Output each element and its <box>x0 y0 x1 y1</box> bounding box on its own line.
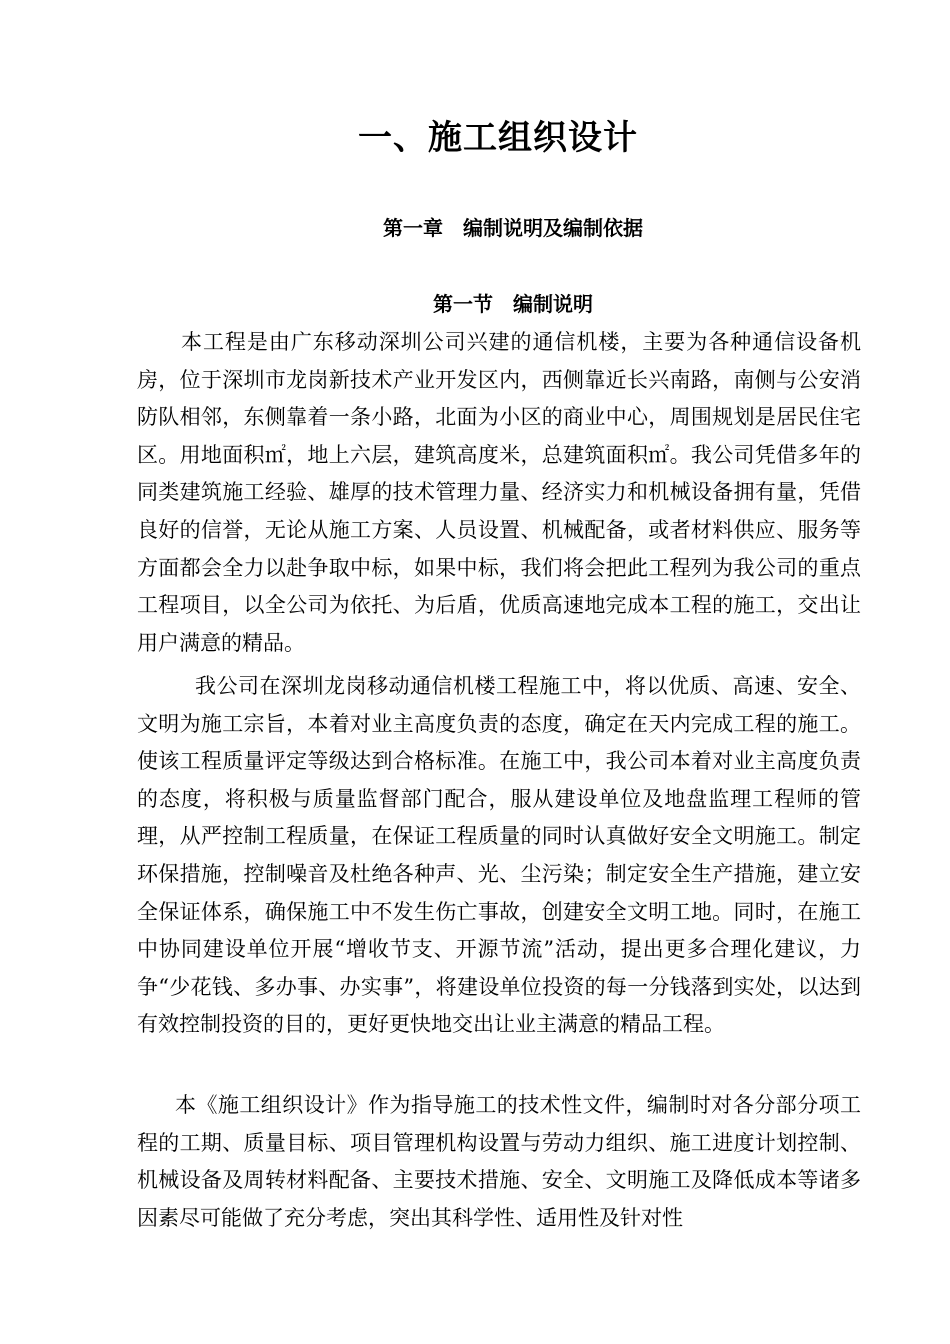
body-paragraph: 本《施工组织设计》作为指导施工的技术性文件，编制时对各分部分项工程的工期、质量目标、项目管理机构设置与劳动力组织、施工进度计划控制、机械设备及周转材料配备、主要技术措施、安全、文明施工及降低成本等诸多因素尽可能做了充分考虑，突出其科学性、适用性及针对性 <box>137 1093 861 1230</box>
chapter-heading: 第一章 编制说明及编制依据 <box>383 216 643 240</box>
body-paragraph: 本工程是由广东移动深圳公司兴建的通信机楼，主要为各种通信设备机房，位于深圳市龙岗新技术产业开发区内，西侧靠近长兴南路，南侧与公安消防队相邻，东侧靠着一条小路，北面为小区的商业中心，周围规划是居民住宅区。用地面积㎡，地上六层，建筑高度米，总建筑面积㎡。我公司凭借多年的同类建筑施工经验、雄厚的技术管理力量、经济实力和机械设备拥有量，凭借良好的信誉，无论从施工方案、人员设置、机械配备，或者材料供应、服务等方面都会全力以赴争取中标，如果中标，我们将会把此工程列为我公司的重点工程项目，以全公司为依托、为后盾，优质高速地完成本工程的施工，交出让用户满意的精品。 <box>137 330 861 655</box>
body-paragraph: 我公司在深圳龙岗移动通信机楼工程施工中，将以优质、高速、安全、文明为施工宗旨，本着对业主高度负责的态度，确定在天内完成工程的施工。使该工程质量评定等级达到合格标准。在施工中，我公司本着对业主高度负责的态度，将积极与质量监督部门配合，服从建设单位及地盘监理工程师的管理，从严控制工程质量，在保证工程质量的同时认真做好安全文明施工。制定环保措施，控制噪音及杜绝各种声、光、尘污染；制定安全生产措施，建立安全保证体系，确保施工中不发生伤亡事故，创建安全文明工地。同时，在施工中协同建设单位开展“增收节支、开源节流”活动，提出更多合理化建议，力争“少花钱、多办事、办实事”，将建设单位投资的每一分钱落到实处，以达到有效控制投资的目的，更好更快地交出让业主满意的精品工程。 <box>137 674 861 1037</box>
section-heading: 第一节 编制说明 <box>433 292 593 316</box>
document-title: 一、施工组织设计 <box>358 118 638 158</box>
